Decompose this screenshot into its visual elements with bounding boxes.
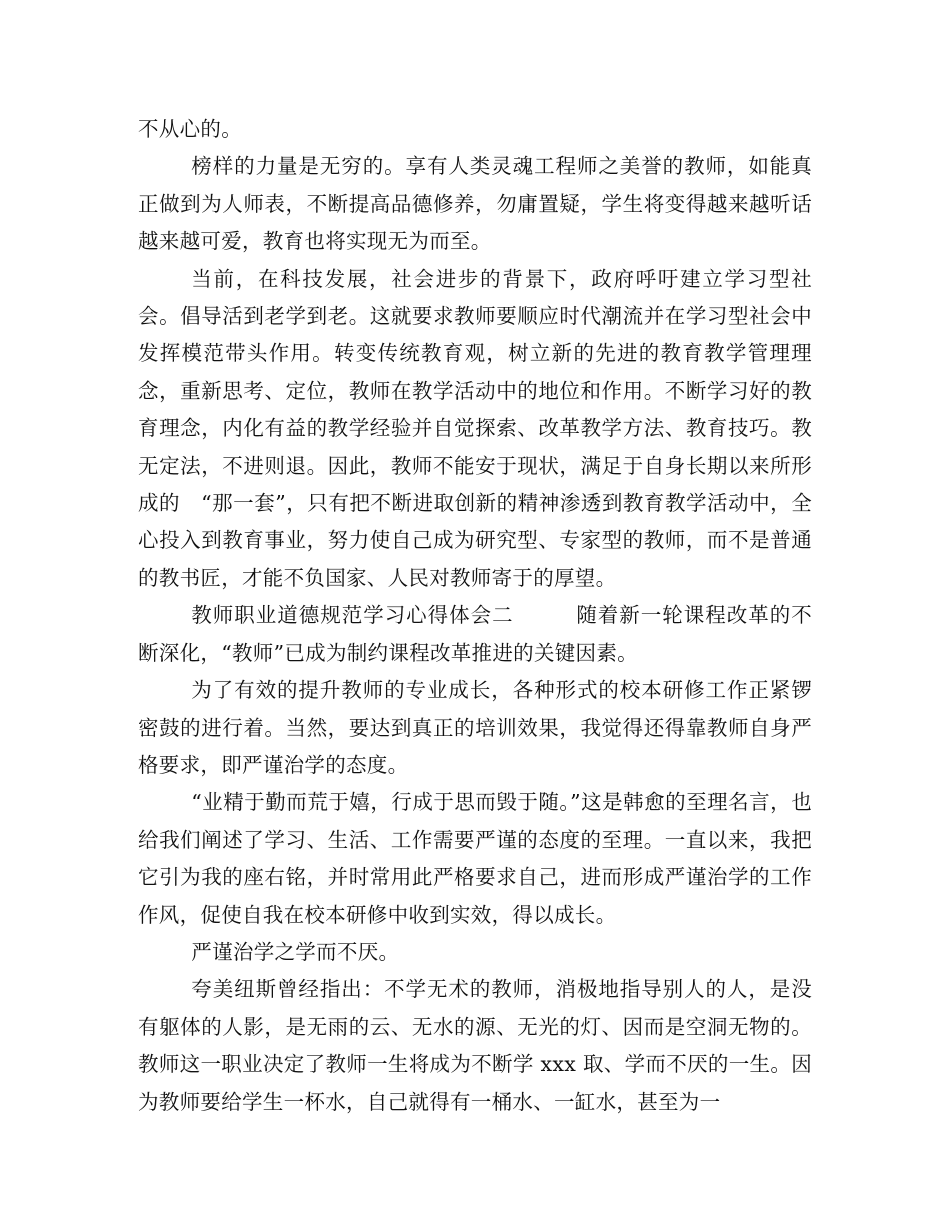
paragraph-5: 为了有效的提升教师的专业成长，各种形式的校本研修工作正紧锣密鼓的进行着。当然，要达到真正的培训效果，我觉得还得靠教师自身严格要求，即严谨治学的态度。 — [138, 678, 812, 777]
paragraph-2: 榜样的力量是无穷的。享有人类灵魂工程师之美誉的教师，如能真正做到为人师表，不断提高品德修养，勿庸置疑，学生将变得越来越听话越来越可爱，教育也将实现无为而至。 — [138, 154, 812, 254]
paragraph-6: “业精于勤而荒于嬉，行成于思而毁于随。”这是韩愈的至理名言，也给我们阐述了学习、生活、工作需要严谨的态度的至理。一直以来，我把它引为我的座右铭，并时常用此严格要求自己，进而形成严谨治学的工作作风，促使自我在校本研修中收到实效，得以成长。 — [138, 790, 812, 927]
paragraph-3: 当前，在科技发展，社会进步的背景下，政府呼吁建立学习型社会。倡导活到老学到老。这就要求教师要顺应时代潮流并在学习型社会中发挥模范带头作用。转变传统教育观，树立新的先进的教育教学管理理念，重新思考、定位，教师在教学活动中的地位和作用。不断学习好的教育理念，内化有益的教学经验并自觉探索、改革教学方法、教育技巧。教无定法，不进则退。因此，教师不能安于现状，满足于自身长期以来所形成的 “那一套”，只有把不断进取创新的精神渗透到教育教学活动中，全心投入到教育事业，努力使自己成为研究型、专家型的教师，而不是普通的教书匠，才能不负国家、人民对教师寄于的厚望。 — [138, 266, 812, 590]
section-heading: 教师职业道德规范学习心得体会二 — [191, 603, 514, 628]
paragraph-4-body: 随着新一轮课程改革的不断深化，“教师”已成为制约课程改革推进的关键因素。 — [138, 603, 812, 665]
paragraph-1: 不从心的。 — [138, 117, 242, 141]
paragraph-7: 严谨治学之学而不厌。 — [191, 939, 400, 964]
paragraph-8: 夸美纽斯曾经指出：不学无术的教师，消极地指导别人的人，是没有躯体的人影，是无雨的云、无水的源、无光的灯、因而是空洞无物的。教师这一职业决定了教师一生将成为不断学 xxx 取、学而不厌的一生。因为教师要给学生一杯水，自己就得有一桶水、一缸水，甚至为一 — [138, 977, 812, 1114]
paragraph-4 — [138, 597, 812, 672]
document-body — [138, 111, 812, 1121]
